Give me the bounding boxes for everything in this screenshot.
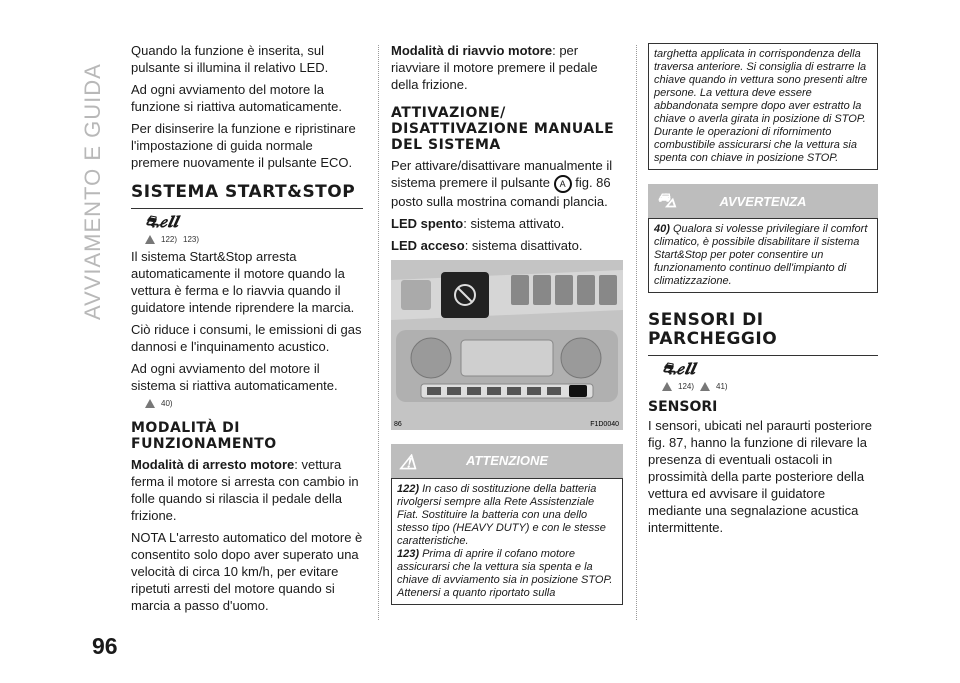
- paragraph: Modalità di riavvio motore: per riavviare il motore premere il pedale della frizione.: [391, 43, 598, 92]
- warning-header: ⛍ AVVERTENZA: [648, 184, 878, 218]
- attention-item: 123) Prima di aprire il cofano motore assicurarsi che la vettura sia spenta e la chiave di avviamento sia in posizione STOP. Attenersi a quanto riportato sulla: [397, 547, 613, 599]
- paragraph: Ad ogni avviamento del motore la funzione si riattiva automaticamente.: [131, 82, 342, 114]
- attention-item: 122) In caso di sostituzione della batteria rivolgersi sempre alla Rete Assistenziale Fiat. Sostituire la batteria con una dello stesso tipo (HEAVY DUTY) e con le stesse caratteristiche.: [397, 482, 606, 547]
- figure-number: 86: [394, 420, 402, 428]
- eco-car-icon: ⛐ℯ𝒍𝒍: [662, 361, 695, 378]
- warning-box: 40) Qualora si volesse privilegiare il comfort climatico, è possibile disabilitare il sistema Start&Stop per poter consentire un funzionamento continuo dell'impianto di climatizzazione.: [648, 218, 878, 293]
- section-heading: SISTEMA START&STOP: [131, 183, 363, 209]
- paragraph: I sensori, ubicati nel paraurti posteriore fig. 87, hanno la funzione di rilevare la presenza di eventuali ostacoli in prossimità della parte posteriore della vettura ed avvisare il guidatore mediante una segnalazione acustica intermittente.: [648, 418, 873, 535]
- car-warning-icon: ⛍: [656, 190, 677, 212]
- paragraph: Per attivare/disattivare manualmente il sistema premere il pulsante A fig. 86 posto sulla mostrina comandi plancia.: [391, 158, 613, 209]
- paragraph: LED acceso: sistema disattivato.: [391, 237, 583, 253]
- column-divider: [378, 45, 379, 620]
- paragraph: Modalità di arresto motore: vettura ferma il motore si arresta con cambio in folle quando si rilascia il pedale della frizione.: [131, 457, 359, 523]
- paragraph: Ciò riduce i consumi, le emissioni di gas dannosi e l'inquinamento acustico.: [131, 322, 362, 354]
- column-divider: [636, 45, 637, 620]
- column-1: [131, 42, 363, 619]
- paragraph: Per disinserire la funzione e ripristinare l'impostazione di guida normale premere nuovamente il pulsante ECO.: [131, 121, 356, 170]
- section-heading: ATTIVAZIONE/ DISATTIVAZIONE MANUALE DEL SISTEMA: [391, 105, 615, 153]
- section-heading: MODALITÀ DI FUNZIONAMENTO: [131, 420, 277, 452]
- warning-icon: ⚠: [399, 451, 417, 474]
- note-icon: [700, 382, 710, 391]
- reference-marks: 124) 41): [662, 382, 878, 391]
- warning-triangle-icon: [662, 382, 672, 391]
- page-number: 96: [92, 633, 118, 659]
- reference-marks: 40): [145, 399, 363, 408]
- column-3: [648, 42, 878, 541]
- dashboard-photo: [391, 260, 623, 430]
- paragraph: Ad ogni avviamento del motore il sistema si riattiva automaticamente.: [131, 361, 338, 393]
- figure-code: F1D0040: [590, 420, 619, 428]
- dashboard-figure: [391, 260, 623, 430]
- reference-marks: 122) 123): [145, 235, 363, 244]
- paragraph: Il sistema Start&Stop arresta automaticamente il motore quando la vettura è ferma e lo riavvia quando il guidatore intende riprendere la marcia.: [131, 249, 355, 315]
- note-icon: [145, 399, 155, 408]
- eco-car-icon: ⛐ℯ𝒍𝒍: [145, 214, 178, 231]
- column-2: [391, 42, 623, 605]
- section-heading: SENSORI DI PARCHEGGIO: [648, 311, 878, 356]
- warning-triangle-icon: [145, 235, 155, 244]
- start-stop-button-icon: A: [554, 175, 572, 193]
- subsection-heading: SENSORI: [648, 399, 718, 415]
- note-paragraph: NOTA L'arresto automatico del motore è consentito solo dopo aver superato una velocità di circa 10 km/h, per evitare ripetuti arresti del motore quando si marcia a passo d'uomo.: [131, 530, 363, 613]
- paragraph: LED spento: sistema attivato.: [391, 215, 565, 231]
- attention-box-continued: targhetta applicata in corrispondenza della traversa anteriore. Si consiglia di estrarre la chiave quando in vettura sono presenti altre persone. La vettura deve essere abbandonata sempre dopo aver estratto la chiave o averla girata in posizione di STOP. Durante le operazioni di rifornimento combustibile assicurarsi che la vettura sia spenta con chiave in posizione STOP.: [648, 43, 878, 170]
- attention-box: [391, 478, 623, 605]
- paragraph: Quando la funzione è inserita, sul pulsante si illumina il relativo LED.: [131, 43, 329, 75]
- attention-header: ⚠ ATTENZIONE: [391, 444, 623, 478]
- side-section-title: AVVIAMENTO E GUIDA: [80, 63, 105, 320]
